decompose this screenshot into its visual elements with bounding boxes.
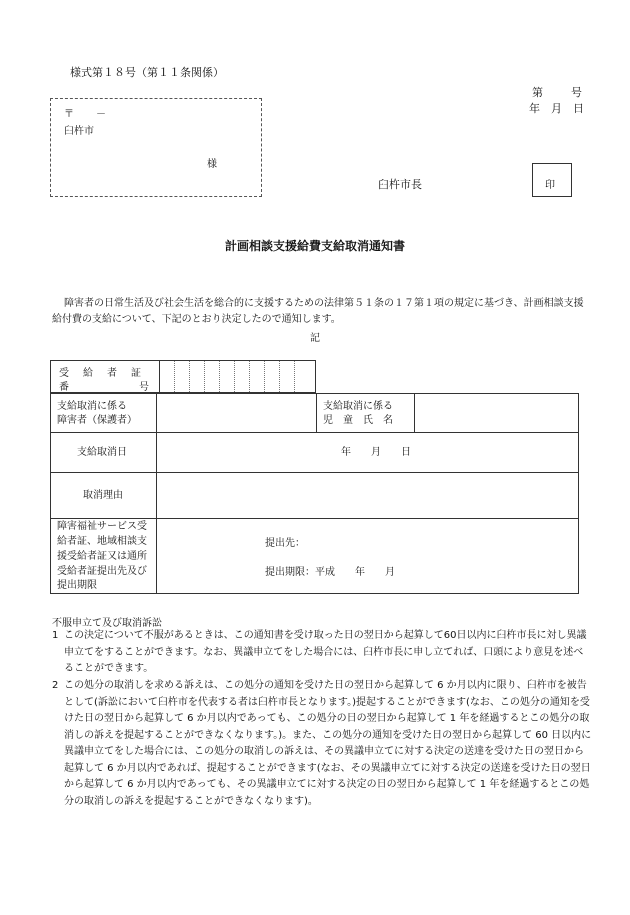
postal-code: 〒 － bbox=[64, 109, 112, 120]
note-item bbox=[52, 678, 592, 810]
digit-cell bbox=[234, 361, 250, 392]
receiver-number-box bbox=[50, 360, 316, 393]
reason-label: 取消理由 bbox=[83, 490, 123, 501]
seal-label: 印 bbox=[545, 180, 555, 191]
cert-label-1: 障害福祉サービス受 bbox=[57, 521, 147, 532]
receiver-label-line1: 受給者証 bbox=[59, 368, 155, 379]
digit-cell bbox=[219, 361, 235, 392]
receiver-label-line2b: 号 bbox=[139, 382, 149, 393]
addressee-honorific: 様 bbox=[207, 159, 217, 170]
col-divider bbox=[414, 394, 415, 432]
seal-box bbox=[532, 163, 572, 197]
cancel-person-label-1: 支給取消に係る bbox=[57, 401, 127, 412]
receiver-label bbox=[51, 361, 160, 392]
digit-cell bbox=[189, 361, 205, 392]
digit-cell bbox=[264, 361, 280, 392]
child-label-1: 支給取消に係る bbox=[323, 401, 393, 412]
ki-heading: 記 bbox=[310, 333, 320, 344]
child-label-2: 児 童 氏 名 bbox=[323, 415, 393, 426]
note-text: この決定について不服があるときは、この通知書を受け取った日の翌日から起算して60日以内に臼杵市長に対し異議申立てをすることができます。なお、異議申立てをした場合には、臼杵市長に申し立てれば、口頭により意見を述べることができます。 bbox=[64, 630, 587, 674]
digit-cell bbox=[279, 361, 295, 392]
details-table bbox=[50, 393, 579, 594]
col-divider bbox=[156, 394, 157, 593]
cert-label-2: 給者証、地域相談支 bbox=[57, 536, 147, 547]
cancel-person-label-2: 障害者（保護者） bbox=[57, 415, 137, 426]
cert-label-4: 受給者証提出先及び bbox=[57, 566, 147, 577]
note-number: 1 bbox=[52, 630, 59, 641]
digit-cell bbox=[159, 361, 175, 392]
row-divider bbox=[51, 472, 578, 473]
digit-cell bbox=[204, 361, 220, 392]
cancel-date-value: 年 月 日 bbox=[341, 447, 411, 458]
note-text: この処分の取消しを求める訴えは、この処分の通知を受けた日の翌日から起算して 6 か月以内に限り、臼杵市を被告として(訴訟において臼杵市を代表する者は臼杵市長となります。)提起することができます(なお、この処分の通知を受けた日の翌日から起算して 6 か月以内であっても、この処分の日の翌日から起算して 1 年を経過するとこの処分の取消しの訴えを提起することができなくなります。)。また、この処分の通知を受けた日の翌日から起算して 60 日以内に異議申立てをした場合には、この処分の取消しの訴えは、その異議申立てに対する決定の送達を受けた日の翌日から起算して 6 か月以内であれば、提起することができます(なお、その異議申立てに対する決定の送達を受けた日の翌日から起算して 6 か月以内であっても、その異議申立てに対する決定の日の翌日から起算して 1 年を経過するとこの処分の取消しの訴えを提起することができなくなります)。 bbox=[64, 680, 592, 807]
digit-cell bbox=[249, 361, 265, 392]
issuer-mayor: 臼杵市長 bbox=[378, 178, 422, 191]
form-number: 様式第１８号（第１１条関係） bbox=[70, 66, 224, 79]
submit-deadline: 提出期限：平成 年 月 bbox=[265, 567, 395, 578]
notes-title: 不服申立て及び取消訴訟 bbox=[52, 618, 162, 629]
addressee-city: 臼杵市 bbox=[64, 126, 94, 137]
digit-cell bbox=[174, 361, 190, 392]
cancel-date-label: 支給取消日 bbox=[77, 447, 127, 458]
document-date: 年 月 日 bbox=[529, 102, 584, 115]
intro-paragraph: 障害者の日常生活及び社会生活を総合的に支援するための法律第５１条の１７第１項の規定に基づき、計画相談支援給付費の支給について、下記のとおり決定したので通知します。 bbox=[52, 298, 584, 325]
submit-to: 提出先： bbox=[265, 538, 305, 549]
row-divider bbox=[51, 432, 578, 433]
document-title: 計画相談支援給費支給取消通知書 bbox=[224, 239, 405, 253]
col-divider bbox=[316, 394, 317, 432]
receiver-label-line2: 番 bbox=[59, 382, 69, 393]
cert-label-3: 援受給者証又は通所 bbox=[57, 551, 147, 562]
document-number: 第 号 bbox=[532, 86, 584, 99]
note-item bbox=[52, 628, 592, 678]
note-number: 2 bbox=[52, 680, 59, 691]
cert-label-5: 提出期限 bbox=[57, 580, 97, 591]
